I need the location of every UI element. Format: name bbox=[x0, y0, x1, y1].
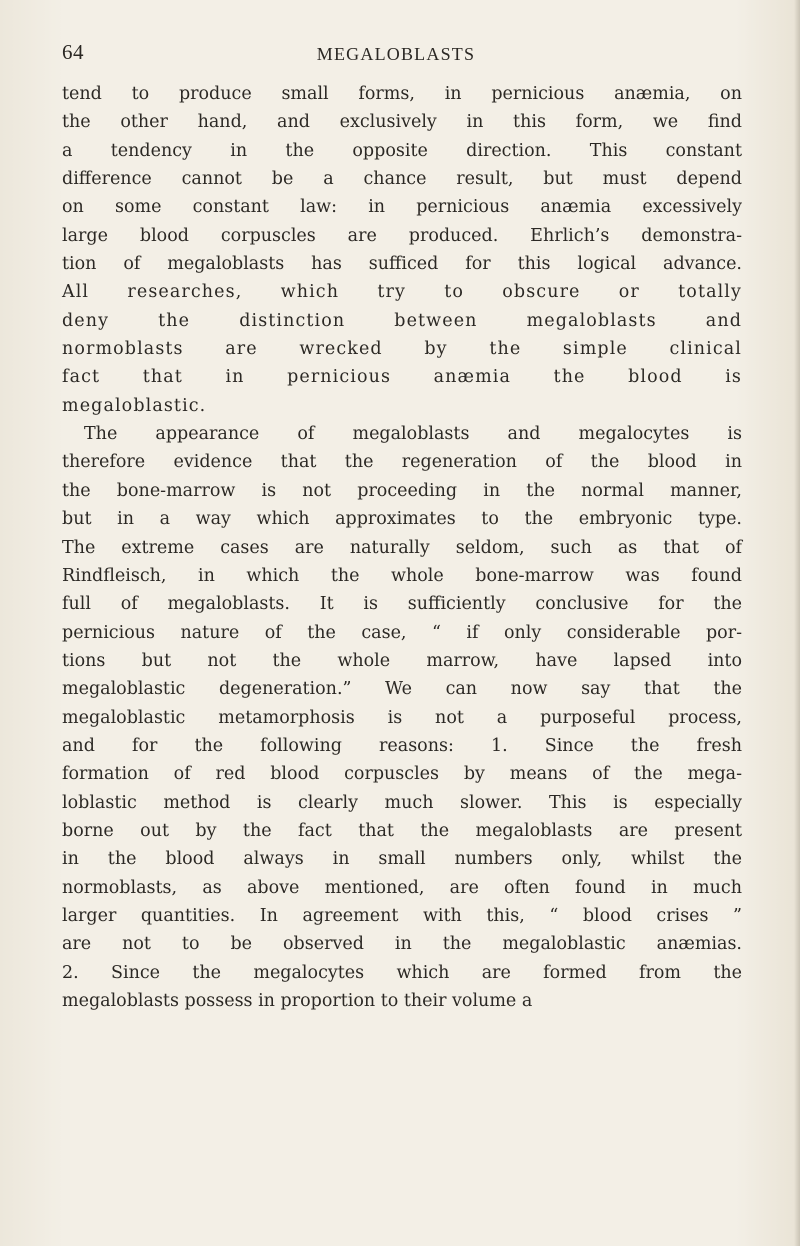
text-line: therefore evidence that the regeneration of the blood in bbox=[62, 452, 742, 473]
page-header bbox=[62, 40, 682, 72]
text-line: but in a way which approximates to the embryonic type. bbox=[62, 509, 742, 530]
text-line: megaloblasts possess in proportion to their volume a bbox=[62, 991, 533, 1011]
text-line: deny the distinction between megaloblasts and bbox=[62, 310, 742, 331]
text-line: full of megaloblasts. It is sufficiently conclusive for the bbox=[62, 594, 742, 615]
text-line: large blood corpuscles are produced. Ehrlich’s demonstra- bbox=[62, 225, 742, 246]
text-line: difference cannot be a chance result, but must depend bbox=[62, 169, 742, 190]
text-line: normoblasts are wrecked by the simple clinical bbox=[62, 339, 742, 360]
text-line: normoblasts, as above mentioned, are often found in much bbox=[62, 877, 742, 898]
text-line: The appearance of megaloblasts and megalocytes is bbox=[84, 424, 742, 445]
text-line: tion of megaloblasts has sufficed for this logical advance. bbox=[62, 254, 742, 275]
text-line: Rindfleisch, in which the whole bone-marrow was found bbox=[62, 565, 742, 586]
text-line: a tendency in the opposite direction. This constant bbox=[62, 140, 742, 161]
text-line: The extreme cases are naturally seldom, such as that of bbox=[62, 537, 742, 558]
text-line: pernicious nature of the case, “ if only considerable por- bbox=[62, 622, 742, 643]
text-line: formation of red blood corpuscles by means of the mega- bbox=[62, 764, 742, 785]
page-number: 64 bbox=[62, 40, 84, 64]
body-text bbox=[62, 80, 742, 1015]
text-line: the bone-marrow is not proceeding in the normal manner, bbox=[62, 480, 742, 501]
text-line: fact that in pernicious anæmia the blood is bbox=[62, 367, 742, 388]
text-line: in the blood always in small numbers only, whilst the bbox=[62, 849, 742, 870]
text-line: All researches, which try to obscure or totally bbox=[62, 282, 742, 303]
running-head: MEGALOBLASTS bbox=[316, 44, 476, 64]
text-line: 2. Since the megalocytes which are formed from the bbox=[62, 962, 742, 983]
page-edge-shadow bbox=[794, 0, 800, 1246]
text-line: are not to be observed in the megaloblastic anæmias. bbox=[62, 934, 742, 955]
text-line: megaloblastic. bbox=[62, 395, 207, 416]
text-line: larger quantities. In agreement with this, “ blood crises ” bbox=[62, 905, 742, 926]
text-line: and for the following reasons: 1. Since the fresh bbox=[62, 735, 742, 756]
text-line: the other hand, and exclusively in this form, we find bbox=[62, 112, 742, 133]
text-line: megaloblastic metamorphosis is not a purposeful process, bbox=[62, 707, 742, 728]
text-line: megaloblastic degeneration.” We can now say that the bbox=[62, 679, 742, 700]
text-line: on some constant law: in pernicious anæmia excessively bbox=[62, 197, 742, 218]
text-line: loblastic method is clearly much slower. This is especially bbox=[62, 792, 742, 813]
text-line: tend to produce small forms, in pernicious anæmia, on bbox=[62, 84, 742, 104]
text-line: tions but not the whole marrow, have lapsed into bbox=[62, 650, 742, 671]
text-line: borne out by the fact that the megaloblasts are present bbox=[62, 820, 742, 841]
